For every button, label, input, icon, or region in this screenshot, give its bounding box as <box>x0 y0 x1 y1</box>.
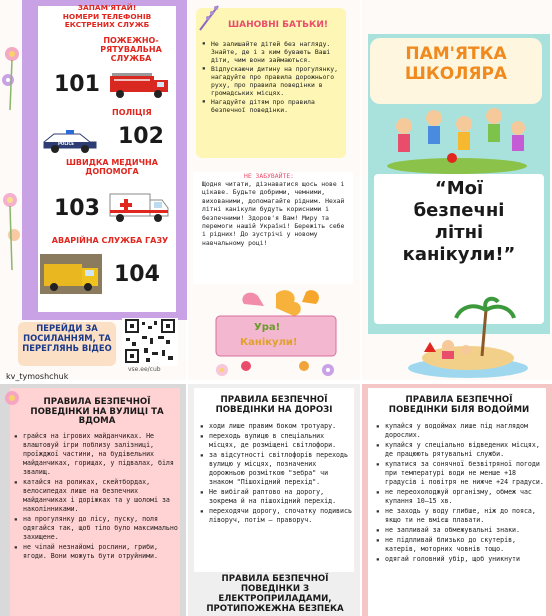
road-rules-panel <box>188 384 360 616</box>
parents-bullet: ▪ Не залишайте дітей без нагляду. Знайте, де і з ким бувають Ваші діти, чим вони займаються. <box>202 40 348 64</box>
fire-truck-icon <box>108 70 172 100</box>
emergency-title-line3: ЕКСТРЕНИХ СЛУЖБ <box>64 20 150 30</box>
parents-panel <box>188 0 360 380</box>
street-rule-item: ▪ грайся на ігрових майданчиках. Не влаштовуй ігри поблизу залізниці, проїжджої частини, на будівельних майданчиках, горищах, у підвалах, біля звалищ. <box>14 432 180 477</box>
electric-rules-title-l4: ПРОТИПОЖЕЖНА БЕЗПЕКА <box>206 604 344 614</box>
water-rules-title-l1: ПРАВИЛА БЕЗПЕЧНОЇ <box>405 395 513 405</box>
parents-bullet: ▪ Відпускаючи дитину на прогулянку, нагадуйте про правила дорожнього руху, про правила поведінки в громадських місцях. <box>202 65 348 97</box>
qr-code[interactable] <box>122 318 178 366</box>
lavender-sprig-icon <box>196 2 226 32</box>
reminder-text: Щодня читати, дізнаватися щось нове і цікаве. Будьте добрими, чемними, вихованими, допомагайте рідним. Нехай літні канікули будуть корисними і безпечними! Здоров'я Вам! Миру та перемоги нашій Україні! Бережіть себе і рідних! До зустрічі у новому навчальному році! <box>202 180 345 247</box>
water-rule-item: ▪ не переохолоджуй організму, обмеж час купання 10–15 хв. <box>376 488 546 506</box>
electric-rules-title-l1: ПРАВИЛА БЕЗПЕЧНОЇ <box>221 574 329 584</box>
water-rule-item: ▪ не заходь у воду глибше, ніж до пояса, якщо ти не вмієш плавати. <box>376 507 546 525</box>
emergency-title-line1: ЗАПАМ'ЯТАЙ! <box>77 3 137 12</box>
emergency-numbers-panel <box>0 0 186 380</box>
road-rule-item: ▪ переходь вулицю в спеціальних місцях, де розміщені світлофори. <box>200 432 352 450</box>
water-rule-item: ▪ не підпливай близько до скутерів, катерів, моторних човнів тощо. <box>376 536 546 554</box>
reminder-title: НЕ ЗАБУВАЙТЕ: <box>244 172 295 180</box>
children-playing-illustration <box>382 100 532 174</box>
street-rule-item: ▪ не чіпай незнайомі рослини, гриби, ягоди. Вони можуть бути отруйними. <box>14 543 180 561</box>
water-rules-panel <box>362 384 552 616</box>
gas-service-label: АВАРІЙНА СЛУЖБА ГАЗУ <box>51 236 169 245</box>
water-rule-item: ▪ купатися за сонячної безвітряної погоди при температурі води не менше +18 градусів і повітря не нижче +24 градуси. <box>376 460 546 487</box>
parents-heading: ШАНОВНІ БАТЬКИ! <box>228 20 328 30</box>
road-rule-item: ▪ переходячи дорогу, спочатку подивись ліворуч, потім — праворуч. <box>200 507 352 525</box>
cover-title-l1: ПАМ'ЯТКА <box>405 44 507 64</box>
water-rule-item: ▪ купайся у водоймах лише під наглядом дорослих. <box>376 422 546 440</box>
slogan-l3: літні <box>434 222 484 243</box>
street-rules-title-l3: ВДОМА <box>78 416 116 427</box>
fire-number: 101 <box>54 72 100 97</box>
flower-decoration-icon <box>0 40 30 110</box>
water-rule-item: ▪ купайся у спеціально відведених місцях, де працюють рятувальні служби. <box>376 441 546 459</box>
author-handle: kv_tymoshchuk <box>6 372 69 381</box>
electric-rules-title-l3: ЕЛЕКТРОПРИЛАДАМИ, <box>218 594 332 604</box>
qr-code-icon <box>122 318 178 366</box>
water-rule-item: ▪ не запливай за обмежувальні знаки. <box>376 526 546 535</box>
road-rule-item: ▪ Не вибігай раптово на дорогу, зокрема й на пішохідний перехід. <box>200 488 352 506</box>
slogan-l4: канікули!” <box>402 244 516 265</box>
street-rule-item: ▪ на прогулянку до лісу, пуску, поля одягайся так, щоб тіло було максимально захищене. <box>14 515 180 542</box>
street-rules-title-l2: ПОВЕДІНКИ НА ВУЛИЦІ ТА <box>30 406 164 417</box>
parents-bullet: ▪ Нагадуйте дітям про правила безпечної поведінки. <box>202 98 348 114</box>
ambulance-number: 103 <box>54 196 100 221</box>
road-rule-item: ▪ за відсутності світлофорів переходь вулицю у місцях, позначених дорожньою розміткою "зебра" чи знаком "Пішохідний перехід". <box>200 451 352 487</box>
road-rule-item: ▪ ходи лише правим боком тротуару. <box>200 422 352 431</box>
water-rule-item: ▪ одягай головний убір, щоб уникнути <box>376 555 546 564</box>
holiday-banner-illustration <box>206 286 346 380</box>
street-rules-title-l1: ПРАВИЛА БЕЗПЕЧНОЇ <box>43 397 151 407</box>
fire-service-label-l1: ПОЖЕЖНО- <box>103 36 159 45</box>
gas-truck-icon <box>40 254 102 294</box>
fire-service-label-l2: РЯТУВАЛЬНА <box>100 45 162 54</box>
gas-number: 104 <box>114 262 160 287</box>
video-link-line3: ПЕРЕГЛЯНЬ ВІДЕО <box>22 342 112 353</box>
ambulance-label-l2: ДОПОМОГА <box>85 167 139 176</box>
slogan-l1: “Мої <box>434 178 484 199</box>
flower-decoration-icon <box>0 180 28 270</box>
banner-hooray: Ура! <box>254 322 281 333</box>
road-rules-title-l1: ПРАВИЛА БЕЗПЕЧНОЇ <box>220 395 328 405</box>
police-label: ПОЛІЦІЯ <box>112 108 152 117</box>
emergency-title-line2: НОМЕРИ ТЕЛЕФОНІВ <box>62 11 152 21</box>
slogan-l2: безпечні <box>413 200 505 221</box>
street-rules-panel <box>0 384 186 616</box>
banner-holidays: Канікули! <box>240 337 298 348</box>
ambulance-label-l1: ШВИДКА МЕДИЧНА <box>66 158 158 167</box>
police-number: 102 <box>118 124 164 149</box>
electric-rules-title-l2: ПОВЕДІНКИ З <box>240 584 310 594</box>
qr-caption: vse.ee/cub <box>128 366 161 373</box>
street-rule-item: ▪ катайся на роликах, скейтбордах, велосипедах лише на безпечних майданчиках і доріжках та у шоломі за наколінниками. <box>14 478 180 514</box>
police-badge: POLICE <box>58 141 75 146</box>
beach-island-illustration <box>402 296 532 380</box>
cover-panel <box>362 0 552 380</box>
video-link-line1: ПЕРЕЙДИ ЗА <box>36 323 98 333</box>
cover-title-l2: ШКОЛЯРА <box>404 64 508 84</box>
fire-service-label-l3: СЛУЖБА <box>110 54 152 63</box>
video-link-line2: ПОСИЛАННЯМ, ТА <box>23 332 111 343</box>
water-rules-title-l2: ПОВЕДІНКИ БІЛЯ ВОДОЙМИ <box>388 404 530 415</box>
road-rules-title-l2: ПОВЕДІНКИ НА ДОРОЗІ <box>215 404 333 415</box>
ambulance-icon <box>108 188 172 224</box>
